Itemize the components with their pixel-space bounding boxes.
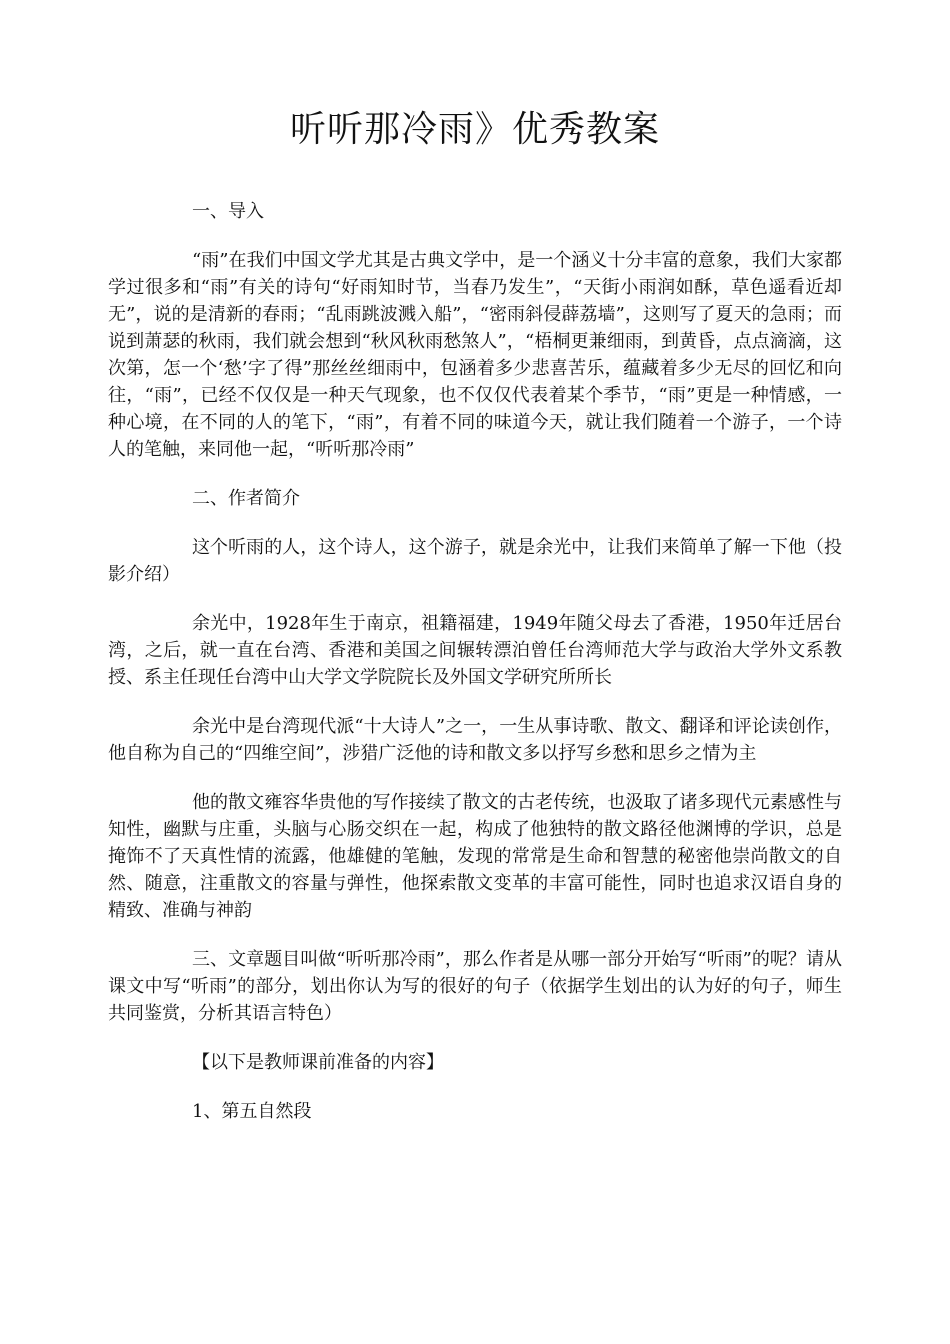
section-heading-author: 二、作者简介 [192,488,300,509]
section-heading-title-analysis: 三、文章题目叫做“听听那冷雨”，那么作者是从哪一部分开始写“听雨”的呢？请从课文中写“听雨”的部分，划出你认为写的很好的句子（依据学生划出的认为好的句子，师生共同鉴赏，分析其语言特色） [108,949,842,1024]
document-body [108,198,842,1125]
teacher-notes-heading: 【以下是教师课前准备的内容】 [192,1052,444,1073]
paragraph-author-style: 他的散文雍容华贵他的写作接续了散文的古老传统，也汲取了诸多现代元素感性与知性，幽默与庄重，头脑与心肠交织在一起，构成了他独特的散文路径他渊博的学识，总是掩饰不了天真性情的流露，他雄健的笔触，发现的常常是生命和智慧的秘密他崇尚散文的自然、随意，注重散文的容量与弹性，他探索散文变革的丰富可能性，同时也追求汉语自身的精致、准确与神韵 [108,792,842,921]
subsection-paragraph-five: 1、第五自然段 [192,1101,312,1122]
section-heading-intro: 一、导入 [192,201,264,222]
paragraph-intro: “雨”在我们中国文学尤其是古典文学中，是一个涵义十分丰富的意象，我们大家都学过很多和“雨”有关的诗句“好雨知时节，当春乃发生”，“天街小雨润如酥，草色遥看近却无”，说的是清新的春雨；“乱雨跳波溅入船”，“密雨斜侵薜荔墙”，这则写了夏天的急雨；而说到萧瑟的秋雨，我们就会想到“秋风秋雨愁煞人”，“梧桐更兼细雨，到黄昏，点点滴滴，这次第，怎一个‘愁’字了得”那丝丝细雨中，包涵着多少悲喜苦乐，蕴藏着多少无尽的回忆和向往，“雨”，已经不仅仅是一种天气现象，也不仅仅代表着某个季节，“雨”更是一种情感，一种心境，在不同的人的笔下，“雨”，有着不同的味道今天，就让我们随着一个游子，一个诗人的笔触，来同他一起，“听听那冷雨” [108,250,842,460]
paragraph-author-works: 余光中是台湾现代派“十大诗人”之一，一生从事诗歌、散文、翻译和评论读创作，他自称为自己的“四维空间”，涉猎广泛他的诗和散文多以抒写乡愁和思乡之情为主 [108,716,842,764]
document-title: 听听那冷雨》优秀教案 [289,109,660,150]
paragraph-author-intro: 这个听雨的人，这个诗人，这个游子，就是余光中，让我们来简单了解一下他（投影介绍） [108,537,842,585]
paragraph-author-bio: 余光中，1928年生于南京，祖籍福建，1949年随父母去了香港，1950年迁居台湾，之后，就一直在台湾、香港和美国之间辗转漂泊曾任台湾师范大学与政治大学外文系教授、系主任现任台湾中山大学文学院院长及外国文学研究所所长 [108,613,842,688]
